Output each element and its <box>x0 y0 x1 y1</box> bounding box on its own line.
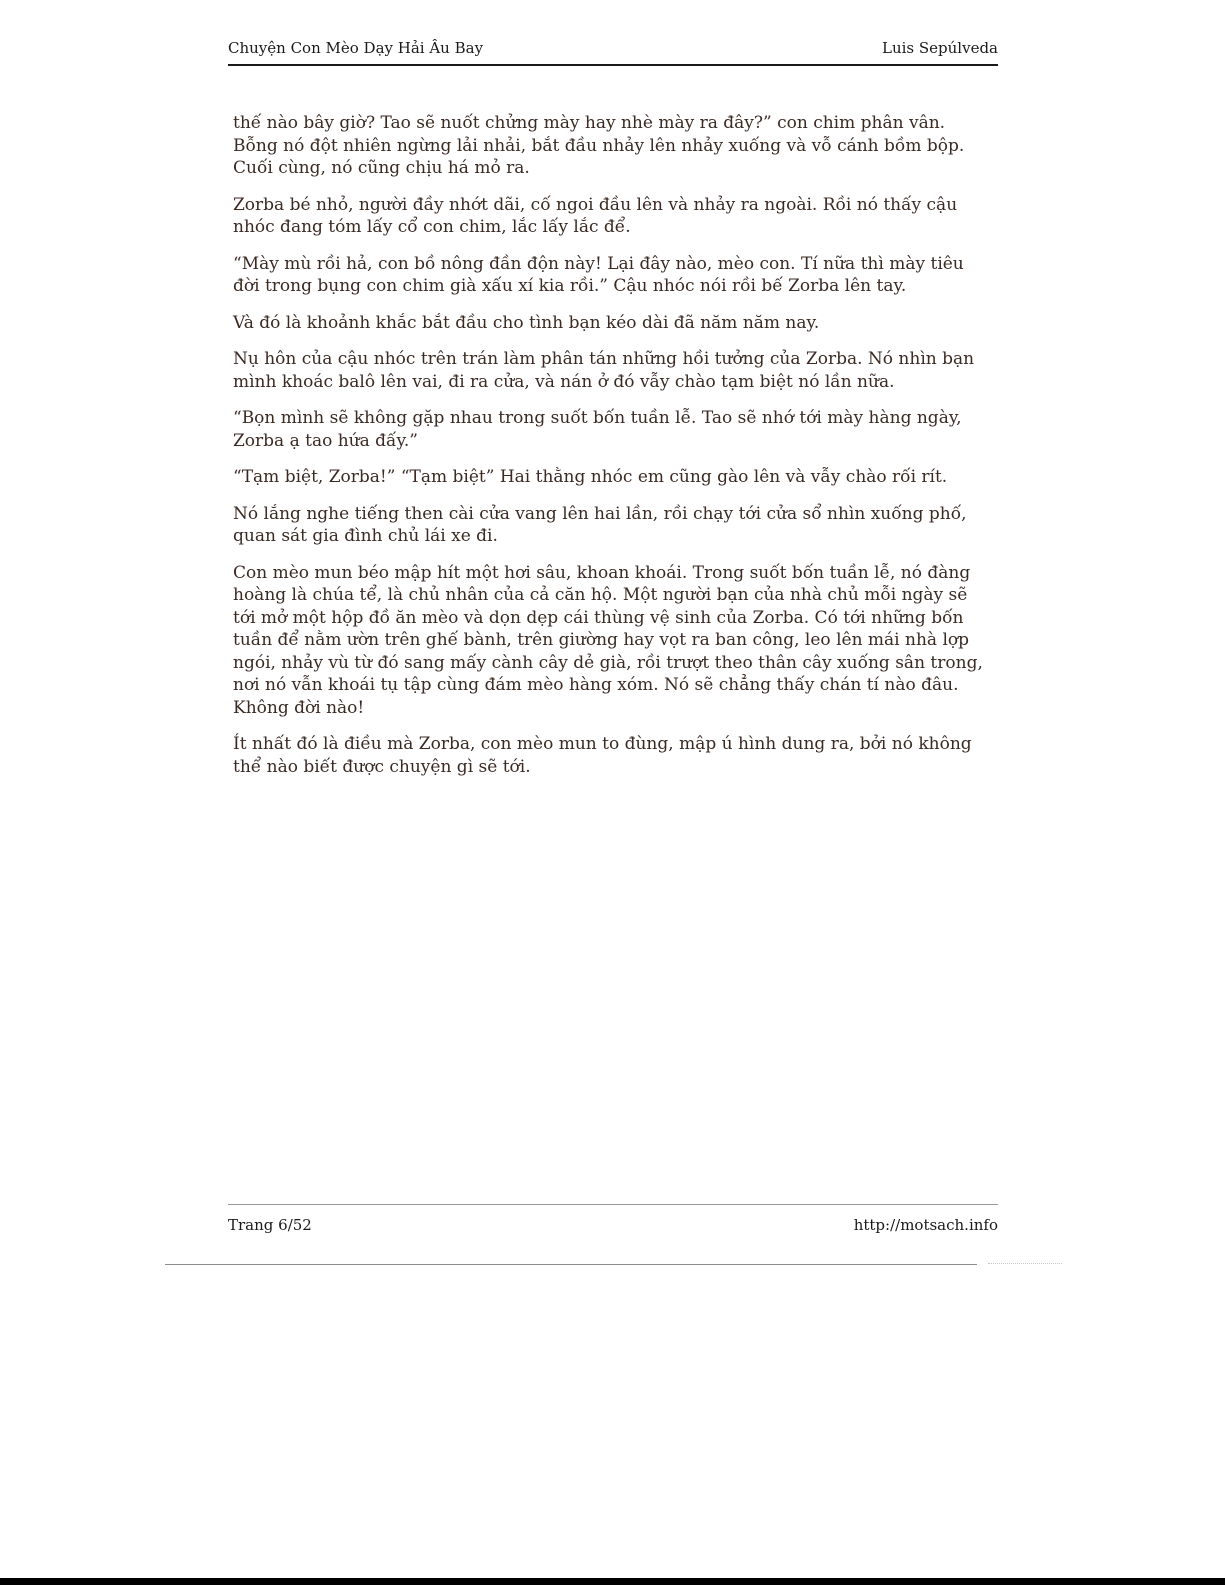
author-name: Luis Sepúlveda <box>882 39 998 57</box>
paragraph: thế nào bây giờ? Tao sẽ nuốt chửng mày hay nhè mày ra đây?” con chim phân vân. Bỗng nó đột nhiên ngừng lải nhải, bắt đầu nhảy lên nhảy xuống và vỗ cánh bồm bộp. Cuối cùng, nó cũng chịu há mỏ ra. <box>233 113 965 178</box>
paragraph: Con mèo mun béo mập hít một hơi sâu, khoan khoái. Trong suốt bốn tuần lễ, nó đàng hoàng là chúa tể, là chủ nhân của cả căn hộ. Một người bạn của nhà chủ mỗi ngày sẽ tới mở một hộp đồ ăn mèo và dọn dẹp cái thùng vệ sinh của Zorba. Có tới những bốn tuần để nằm ườn trên ghế bành, trên giường hay vọt ra ban công, leo lên mái nhà lợp ngói, nhảy vù từ đó sang mấy cành cây dẻ già, rồi trượt theo thân cây xuống sân trong, nơi nó vẫn khoái tụ tập cùng đám mèo hàng xóm. Nó sẽ chẳng thấy chán tí nào đâu. Không đời nào! <box>233 562 983 718</box>
paragraph: “Mày mù rồi hả, con bồ nông đần độn này! Lại đây nào, mèo con. Tí nữa thì mày tiêu đời trong bụng con chim già xấu xí kia rồi.” Cậu nhóc nói rồi bế Zorba lên tay. <box>233 253 964 296</box>
paragraph: Ít nhất đó là điều mà Zorba, con mèo mun to đùng, mập ú hình dung ra, bởi nó không thể nào biết được chuyện gì sẽ tới. <box>233 734 972 777</box>
bottom-border <box>0 1578 1225 1585</box>
paragraph: Nụ hôn của cậu nhóc trên trán làm phân tán những hồi tưởng của Zorba. Nó nhìn bạn mình khoác balô lên vai, đi ra cửa, và nán ở đó vẫy chào tạm biệt nó lần nữa. <box>233 349 975 392</box>
running-header <box>228 38 998 66</box>
site-link[interactable]: http://motsach.info <box>853 1216 998 1234</box>
paragraph: “Bọn mình sẽ không gặp nhau trong suốt bốn tuần lễ. Tao sẽ nhớ tới mày hàng ngày, Zorba ạ tao hứa đấy.” <box>233 408 962 451</box>
book-title: Chuyện Con Mèo Dạy Hải Âu Bay <box>228 39 484 57</box>
page-number: Trang 6/52 <box>228 1216 312 1234</box>
paragraph: “Tạm biệt, Zorba!” “Tạm biệt” Hai thằng nhóc em cũng gào lên và vẫy chào rối rít. <box>233 467 948 487</box>
page-edge-tail <box>988 1263 1062 1264</box>
paragraph: Nó lắng nghe tiếng then cài cửa vang lên hai lần, rồi chạy tới cửa sổ nhìn xuống phố, quan sát gia đình chủ lái xe đi. <box>233 503 967 546</box>
page-body <box>233 112 995 792</box>
page-edge-divider <box>165 1264 977 1265</box>
paragraph: Và đó là khoảnh khắc bắt đầu cho tình bạn kéo dài đã năm năm nay. <box>233 312 820 333</box>
running-footer <box>228 1204 998 1234</box>
paragraph: Zorba bé nhỏ, người đầy nhớt dãi, cố ngoi đầu lên và nhảy ra ngoài. Rồi nó thấy cậu nhóc đang tóm lấy cổ con chim, lắc lấy lắc để. <box>233 194 958 237</box>
